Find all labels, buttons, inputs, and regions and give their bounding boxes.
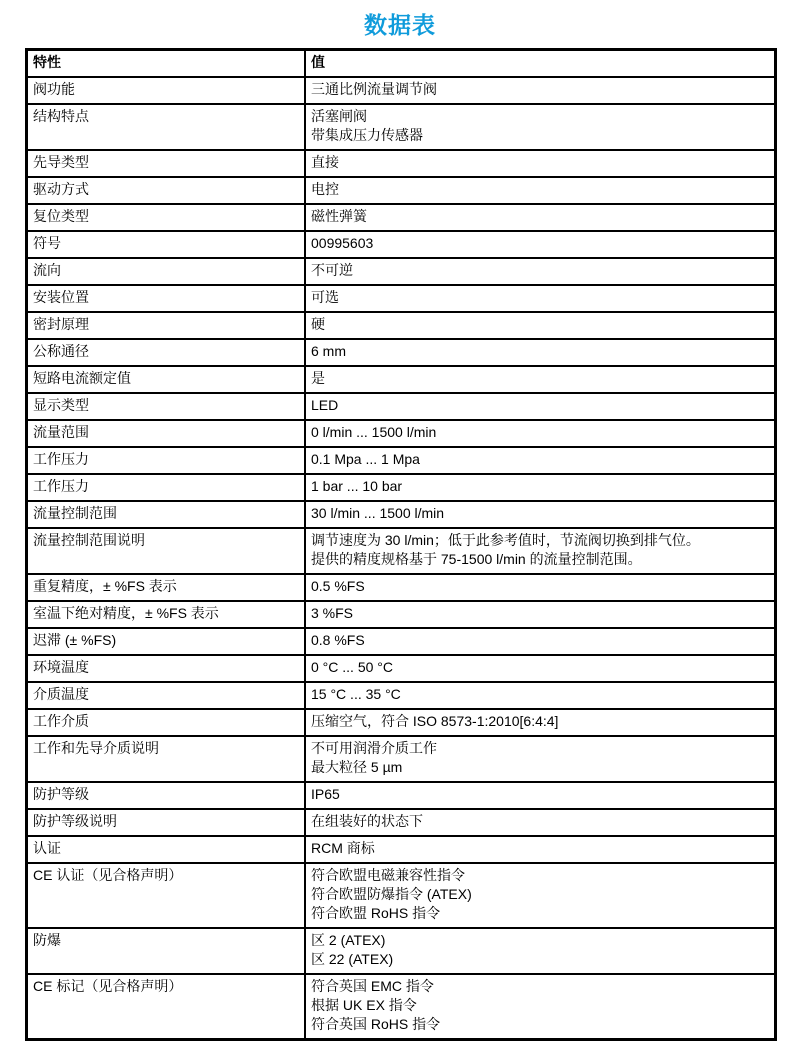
value-line: 0 l/min ... 1500 l/min: [311, 424, 437, 440]
value-line: 三通比例流量调节阀: [311, 81, 437, 97]
value-line: 1 bar ... 10 bar: [311, 478, 403, 494]
value-cell: [305, 393, 776, 420]
value-cell: [305, 150, 776, 177]
value-line: 最大粒径 5 µm: [311, 759, 403, 775]
value-line: 0.1 Mpa ... 1 Mpa: [311, 451, 420, 467]
table-row: [27, 528, 776, 574]
value-line: 3 %FS: [311, 605, 354, 621]
value-line: 不可逆: [311, 262, 353, 278]
value-cell: [305, 628, 776, 655]
value-line: 硬: [311, 316, 325, 332]
feature-cell: 工作和先导介质说明: [27, 736, 306, 782]
value-cell: [305, 447, 776, 474]
table-row: [27, 258, 776, 285]
table-row: [27, 601, 776, 628]
table-row: [27, 501, 776, 528]
table-row: [27, 655, 776, 682]
table-row: [27, 974, 776, 1040]
value-cell: [305, 474, 776, 501]
feature-cell: 结构特点: [27, 104, 306, 150]
table-row: [27, 709, 776, 736]
value-line: 可选: [311, 289, 339, 305]
feature-cell: 密封原理: [27, 312, 306, 339]
value-column-header: 值: [305, 50, 776, 78]
value-cell: [305, 501, 776, 528]
value-line: 0.8 %FS: [311, 632, 365, 648]
value-line: 调节速度为 30 l/min；低于此参考值时，节流阀切换到排气位。: [311, 532, 700, 548]
value-cell: [305, 782, 776, 809]
value-line: 不可用润滑介质工作: [311, 740, 437, 756]
feature-cell: 认证: [27, 836, 306, 863]
value-line: 根据 UK EX 指令: [311, 997, 417, 1013]
feature-cell: 先导类型: [27, 150, 306, 177]
feature-cell: 重复精度，± %FS 表示: [27, 574, 306, 601]
table-row: [27, 285, 776, 312]
table-row: [27, 682, 776, 709]
table-row: [27, 447, 776, 474]
value-line: 0 °C ... 50 °C: [311, 659, 394, 675]
value-cell: [305, 809, 776, 836]
value-cell: [305, 528, 776, 574]
feature-cell: 防护等级说明: [27, 809, 306, 836]
value-line: 15 °C ... 35 °C: [311, 686, 401, 702]
table-row: [27, 420, 776, 447]
value-cell: [305, 258, 776, 285]
feature-cell: CE 认证（见合格声明）: [27, 863, 306, 928]
table-row: [27, 339, 776, 366]
value-line: 区 2 (ATEX): [311, 932, 386, 948]
table-row: [27, 312, 776, 339]
value-cell: [305, 736, 776, 782]
feature-cell: 流量控制范围说明: [27, 528, 306, 574]
table-row: [27, 150, 776, 177]
value-line: 提供的精度规格基于 75-1500 l/min 的流量控制范围。: [311, 551, 642, 567]
header-row: [27, 50, 776, 78]
value-cell: [305, 574, 776, 601]
value-line: 符合欧盟 RoHS 指令: [311, 905, 441, 921]
value-line: 符合英国 EMC 指令: [311, 978, 434, 994]
value-cell: [305, 709, 776, 736]
value-cell: [305, 655, 776, 682]
table-row: [27, 736, 776, 782]
value-cell: [305, 601, 776, 628]
table-row: [27, 77, 776, 104]
value-cell: [305, 104, 776, 150]
value-cell: [305, 420, 776, 447]
feature-cell: 流向: [27, 258, 306, 285]
table-row: [27, 782, 776, 809]
feature-cell: 显示类型: [27, 393, 306, 420]
feature-cell: 复位类型: [27, 204, 306, 231]
table-row: [27, 474, 776, 501]
feature-cell: 流量控制范围: [27, 501, 306, 528]
value-cell: [305, 863, 776, 928]
feature-cell: CE 标记（见合格声明）: [27, 974, 306, 1040]
value-cell: [305, 231, 776, 258]
table-row: [27, 366, 776, 393]
value-line: 30 l/min ... 1500 l/min: [311, 505, 445, 521]
value-line: 电控: [311, 181, 339, 197]
table-row: [27, 836, 776, 863]
value-cell: [305, 836, 776, 863]
value-cell: [305, 928, 776, 974]
table-row: [27, 204, 776, 231]
table-row: [27, 104, 776, 150]
feature-cell: 防爆: [27, 928, 306, 974]
value-cell: [305, 366, 776, 393]
page-title: 数据表: [364, 12, 436, 38]
feature-cell: 工作压力: [27, 474, 306, 501]
value-line: 00995603: [311, 235, 374, 251]
feature-cell: 迟滞 (± %FS): [27, 628, 306, 655]
spec-table: [25, 48, 777, 1041]
value-line: RCM 商标: [311, 840, 375, 856]
value-line: 区 22 (ATEX): [311, 951, 394, 967]
value-line: IP65: [311, 786, 340, 802]
table-row: [27, 393, 776, 420]
feature-column-header: 特性: [27, 50, 306, 78]
value-line: 带集成压力传感器: [311, 127, 423, 143]
value-cell: [305, 285, 776, 312]
feature-cell: 室温下绝对精度，± %FS 表示: [27, 601, 306, 628]
feature-cell: 环境温度: [27, 655, 306, 682]
value-cell: [305, 77, 776, 104]
value-cell: [305, 339, 776, 366]
table-row: [27, 628, 776, 655]
feature-cell: 工作介质: [27, 709, 306, 736]
value-line: 是: [311, 370, 325, 386]
spec-table-body: [27, 77, 776, 1040]
value-line: 压缩空气，符合 ISO 8573-1:2010[6:4:4]: [311, 713, 559, 729]
feature-cell: 安装位置: [27, 285, 306, 312]
value-line: 磁性弹簧: [311, 208, 367, 224]
feature-cell: 短路电流额定值: [27, 366, 306, 393]
table-row: [27, 928, 776, 974]
feature-cell: 阀功能: [27, 77, 306, 104]
value-line: 符合欧盟防爆指令 (ATEX): [311, 886, 472, 902]
table-row: [27, 863, 776, 928]
value-cell: [305, 974, 776, 1040]
value-line: 6 mm: [311, 343, 346, 359]
value-line: 0.5 %FS: [311, 578, 365, 594]
feature-cell: 公称通径: [27, 339, 306, 366]
feature-cell: 防护等级: [27, 782, 306, 809]
feature-cell: 流量范围: [27, 420, 306, 447]
value-line: 符合欧盟电磁兼容性指令: [311, 867, 465, 883]
value-line: 直接: [311, 154, 339, 170]
value-line: 在组装好的状态下: [311, 813, 423, 829]
table-row: [27, 809, 776, 836]
value-line: 活塞闸阀: [311, 108, 367, 124]
table-row: [27, 177, 776, 204]
table-row: [27, 231, 776, 258]
value-cell: [305, 177, 776, 204]
feature-cell: 驱动方式: [27, 177, 306, 204]
value-cell: [305, 204, 776, 231]
table-row: [27, 574, 776, 601]
value-line: 符合英国 RoHS 指令: [311, 1016, 441, 1032]
value-line: LED: [311, 397, 339, 413]
value-cell: [305, 682, 776, 709]
feature-cell: 工作压力: [27, 447, 306, 474]
feature-cell: 符号: [27, 231, 306, 258]
feature-cell: 介质温度: [27, 682, 306, 709]
value-cell: [305, 312, 776, 339]
